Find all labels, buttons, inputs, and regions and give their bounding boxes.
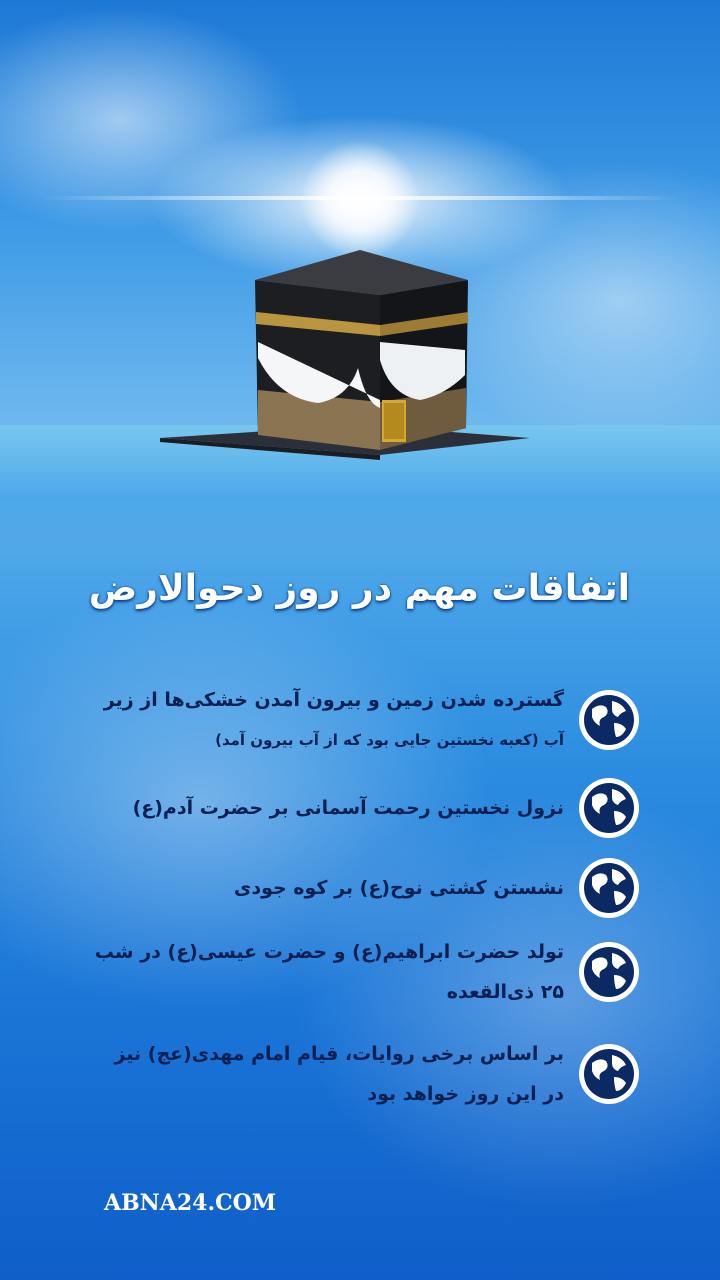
list-item — [60, 932, 640, 1012]
globe-icon — [578, 857, 640, 919]
list-item-line: آب (کعبه نخستین جایی بود که از آب بیرون آمد) — [215, 731, 564, 749]
globe-icon — [578, 777, 640, 839]
page-title: اتفاقات مهم در روز دحوالارض — [88, 568, 630, 609]
list-item-line: بر اساس برخی روایات، قیام امام مهدی(عج) نیز — [114, 1043, 564, 1065]
list-item-line: ۲۵ ذی‌القعده — [446, 981, 564, 1003]
lens-flare — [40, 196, 680, 200]
list-item-line: در این روز خواهد بود — [367, 1083, 564, 1105]
list-item — [60, 1034, 640, 1114]
kaaba-image — [150, 240, 570, 470]
list-item-text — [60, 932, 564, 1012]
list-item-text — [60, 868, 564, 908]
list-item — [60, 680, 640, 760]
globe-icon — [578, 941, 640, 1003]
globe-icon — [578, 1043, 640, 1105]
site-watermark: ABNA24.COM — [104, 1190, 277, 1216]
list-item-text — [60, 788, 564, 828]
globe-icon — [578, 689, 640, 751]
list-item-text — [60, 1034, 564, 1114]
list-item — [60, 857, 640, 919]
list-item-line: نشستن کشتی نوح(ع) بر کوه جودی — [233, 877, 564, 899]
list-item-line: گسترده شدن زمین و بیرون آمدن خشکی‌ها از زیر — [103, 689, 564, 711]
list-item — [60, 777, 640, 839]
list-item-line: تولد حضرت ابراهیم(ع) و حضرت عیسی(ع) در شب — [94, 941, 564, 963]
list-item-text — [60, 680, 564, 760]
list-item-line: نزول نخستین رحمت آسمانی بر حضرت آدم(ع) — [132, 797, 564, 819]
